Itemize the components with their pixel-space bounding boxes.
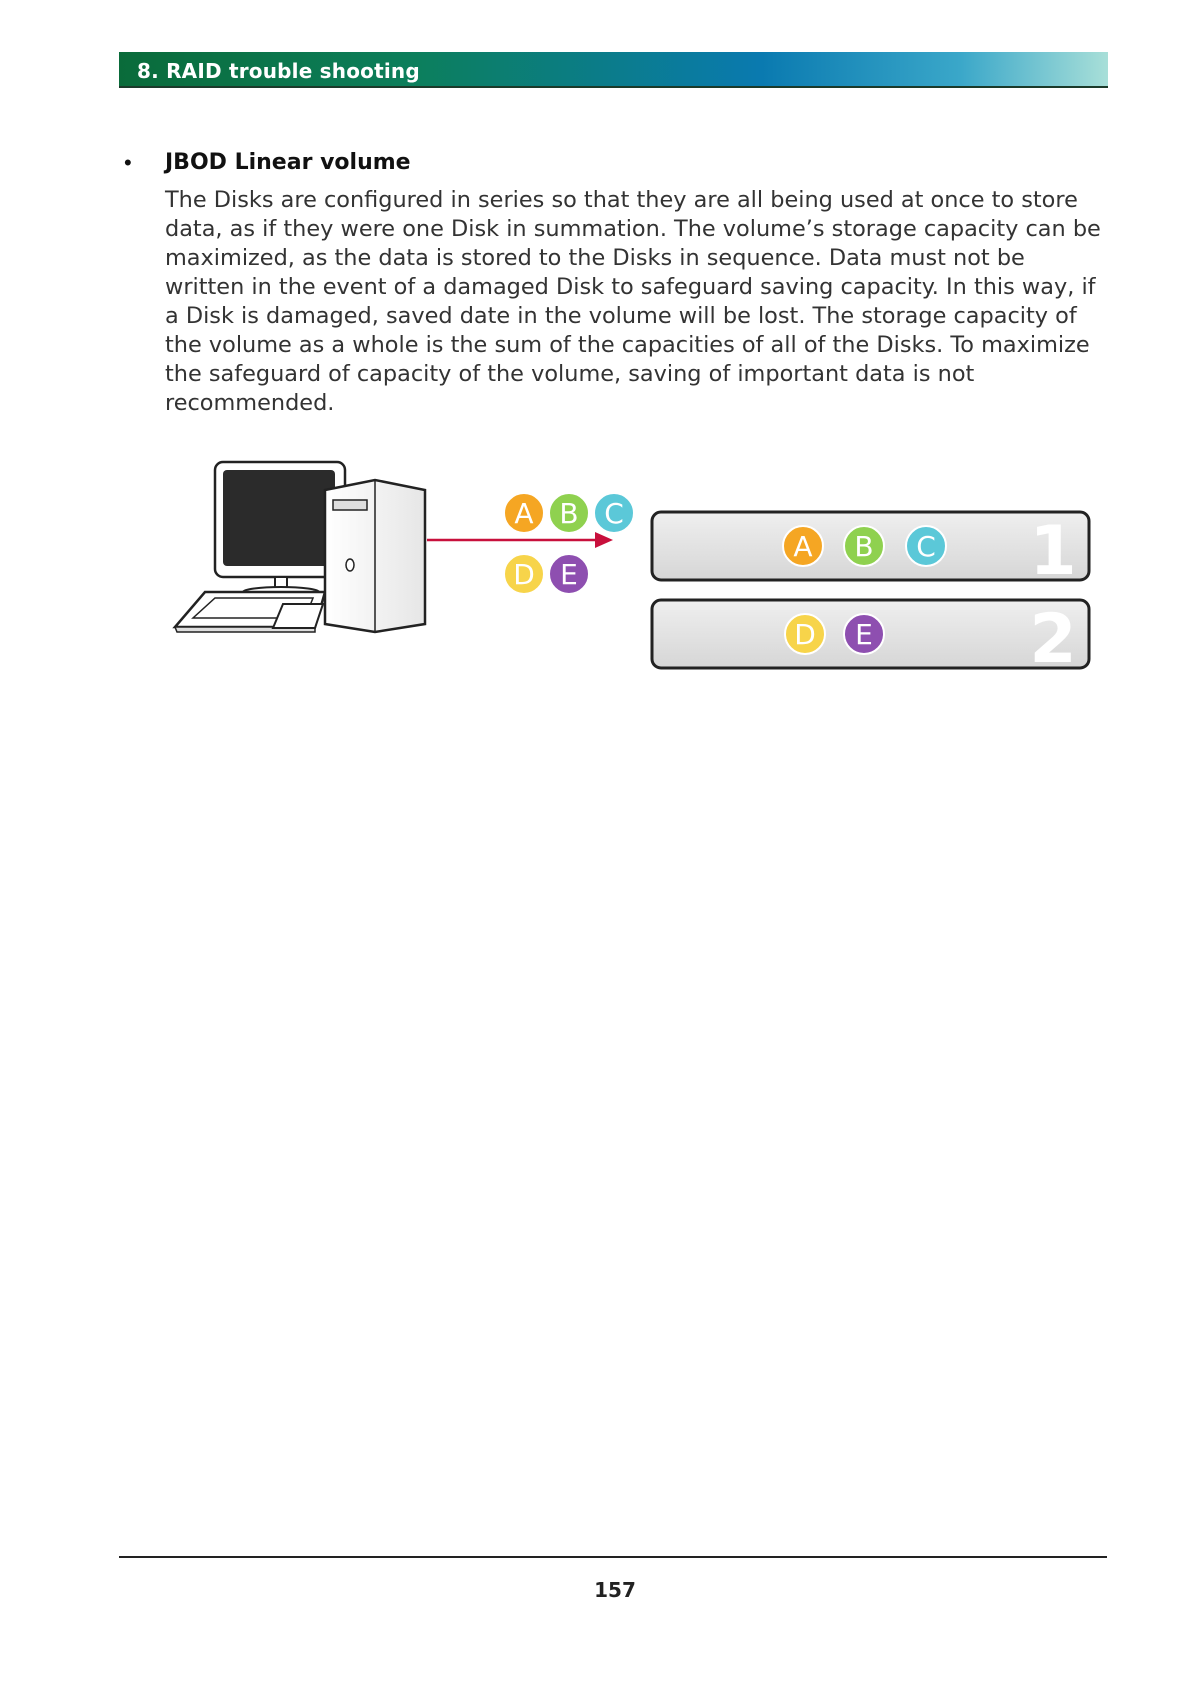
data-block-e-label: E xyxy=(560,558,578,591)
data-block-d xyxy=(504,554,544,594)
footer-rule xyxy=(119,1556,1107,1558)
disk-2-number: 2 xyxy=(1029,600,1077,679)
disk-2 xyxy=(652,600,1089,679)
data-block-c-label: C xyxy=(604,497,624,530)
disk-1-block-b xyxy=(844,526,884,566)
disk-2-block-e xyxy=(844,614,884,654)
data-block-d-label: D xyxy=(513,558,535,591)
disk-1 xyxy=(652,512,1089,591)
incoming-data-circles xyxy=(504,493,634,594)
bullet-marker: • xyxy=(124,150,132,175)
data-block-a-label: A xyxy=(514,497,534,530)
computer-icon xyxy=(175,462,425,632)
jbod-diagram xyxy=(165,452,1105,687)
svg-text:C: C xyxy=(916,530,936,563)
svg-text:A: A xyxy=(793,530,813,563)
data-block-e xyxy=(549,554,589,594)
svg-text:D: D xyxy=(794,618,816,651)
section-paragraph: The Disks are configured in series so that they are all being used at once to store data, as if they were one Disk in summation. The volume’s storage capacity can be maximized, as the data is stored to the Disks in sequence. Data must not be written in the event of a damaged Disk to safeguard saving capacity. In this way, if a Disk is damaged, saved date in the volume will be lost. The storage capacity of the volume as a whole is the sum of the capacities of all of the Disks. To maximize the safeguard of capacity of the volume, saving of important data is not recommended. xyxy=(165,187,1101,416)
data-block-a xyxy=(504,493,544,533)
data-block-c xyxy=(594,493,634,533)
chapter-title: 8. RAID trouble shooting xyxy=(137,59,420,83)
disk-1-block-a xyxy=(783,526,823,566)
svg-text:E: E xyxy=(855,618,873,651)
page-number: 157 xyxy=(594,1578,636,1602)
data-block-b-label: B xyxy=(559,497,579,530)
disk-1-block-c xyxy=(906,526,946,566)
section-heading: JBOD Linear volume xyxy=(165,150,411,175)
disk-2-block-d xyxy=(785,614,825,654)
disk-1-number: 1 xyxy=(1029,512,1077,591)
chapter-header-bar xyxy=(119,52,1108,88)
data-block-b xyxy=(549,493,589,533)
arrow-to-disks xyxy=(427,532,613,548)
svg-text:B: B xyxy=(854,530,874,563)
